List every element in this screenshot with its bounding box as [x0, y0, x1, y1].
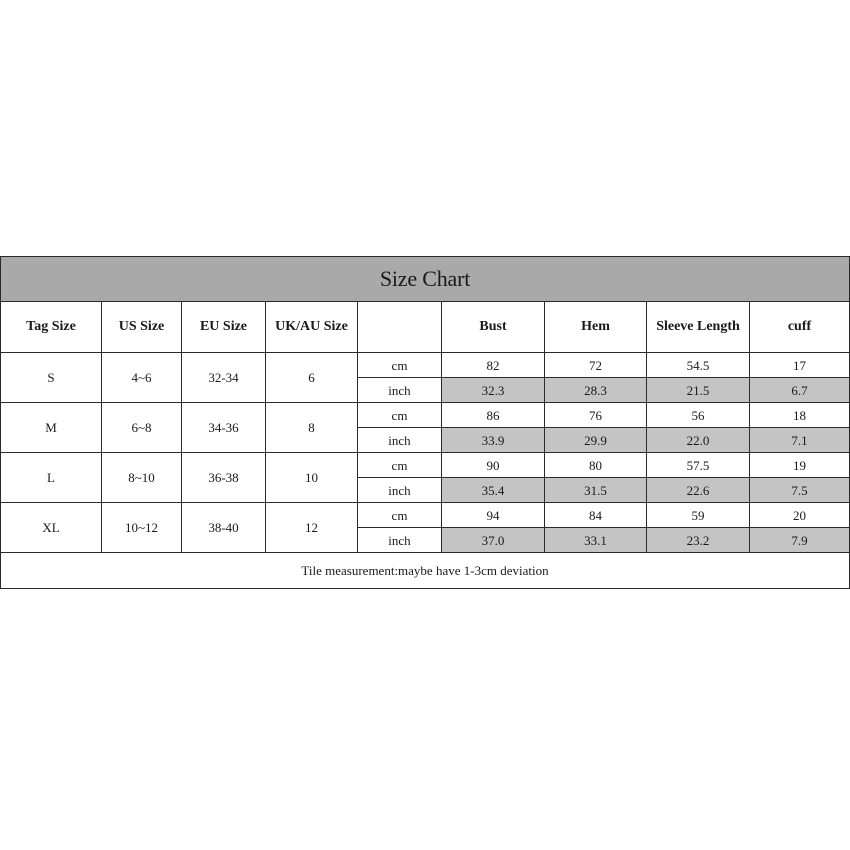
eu-size-cell: 32-34 [182, 353, 266, 403]
bust-cell: 37.0 [442, 528, 545, 553]
table-row [1, 453, 850, 478]
tag-size-cell: XL [1, 503, 102, 553]
table-row [1, 353, 850, 378]
header-uk-au-size: UK/AU Size [266, 302, 358, 353]
cuff-cell: 7.1 [750, 428, 850, 453]
hem-cell: 28.3 [545, 378, 647, 403]
us-size-cell: 6~8 [102, 403, 182, 453]
sleeve-cell: 21.5 [647, 378, 750, 403]
us-size-cell: 10~12 [102, 503, 182, 553]
bust-cell: 35.4 [442, 478, 545, 503]
cuff-cell: 19 [750, 453, 850, 478]
table-title: Size Chart [1, 257, 850, 302]
header-cuff: cuff [750, 302, 850, 353]
header-tag-size: Tag Size [1, 302, 102, 353]
bust-cell: 32.3 [442, 378, 545, 403]
hem-cell: 76 [545, 403, 647, 428]
bust-cell: 33.9 [442, 428, 545, 453]
hem-cell: 80 [545, 453, 647, 478]
table-row [1, 503, 850, 528]
sleeve-cell: 56 [647, 403, 750, 428]
uk-size-cell: 12 [266, 503, 358, 553]
tag-size-cell: M [1, 403, 102, 453]
unit-cell: cm [358, 403, 442, 428]
header-hem: Hem [545, 302, 647, 353]
uk-size-cell: 6 [266, 353, 358, 403]
cuff-cell: 18 [750, 403, 850, 428]
unit-cell: inch [358, 428, 442, 453]
hem-cell: 84 [545, 503, 647, 528]
eu-size-cell: 36-38 [182, 453, 266, 503]
bust-cell: 94 [442, 503, 545, 528]
sleeve-cell: 54.5 [647, 353, 750, 378]
hem-cell: 29.9 [545, 428, 647, 453]
header-bust: Bust [442, 302, 545, 353]
sleeve-cell: 22.0 [647, 428, 750, 453]
hem-cell: 72 [545, 353, 647, 378]
unit-cell: inch [358, 378, 442, 403]
cuff-cell: 7.9 [750, 528, 850, 553]
cuff-cell: 6.7 [750, 378, 850, 403]
sleeve-cell: 57.5 [647, 453, 750, 478]
sleeve-cell: 59 [647, 503, 750, 528]
uk-size-cell: 10 [266, 453, 358, 503]
header-eu-size: EU Size [182, 302, 266, 353]
unit-cell: cm [358, 503, 442, 528]
header-sleeve-length: Sleeve Length [647, 302, 750, 353]
unit-cell: cm [358, 353, 442, 378]
sleeve-cell: 23.2 [647, 528, 750, 553]
measurement-note: Tile measurement:maybe have 1-3cm deviation [1, 553, 850, 589]
unit-cell: inch [358, 478, 442, 503]
unit-cell: inch [358, 528, 442, 553]
us-size-cell: 4~6 [102, 353, 182, 403]
bust-cell: 90 [442, 453, 545, 478]
eu-size-cell: 38-40 [182, 503, 266, 553]
table-row [1, 403, 850, 428]
tag-size-cell: S [1, 353, 102, 403]
bust-cell: 86 [442, 403, 545, 428]
unit-cell: cm [358, 453, 442, 478]
us-size-cell: 8~10 [102, 453, 182, 503]
uk-size-cell: 8 [266, 403, 358, 453]
hem-cell: 31.5 [545, 478, 647, 503]
cuff-cell: 20 [750, 503, 850, 528]
sleeve-cell: 22.6 [647, 478, 750, 503]
header-unit [358, 302, 442, 353]
tag-size-cell: L [1, 453, 102, 503]
hem-cell: 33.1 [545, 528, 647, 553]
cuff-cell: 17 [750, 353, 850, 378]
eu-size-cell: 34-36 [182, 403, 266, 453]
bust-cell: 82 [442, 353, 545, 378]
cuff-cell: 7.5 [750, 478, 850, 503]
size-chart-table [0, 256, 850, 589]
header-us-size: US Size [102, 302, 182, 353]
